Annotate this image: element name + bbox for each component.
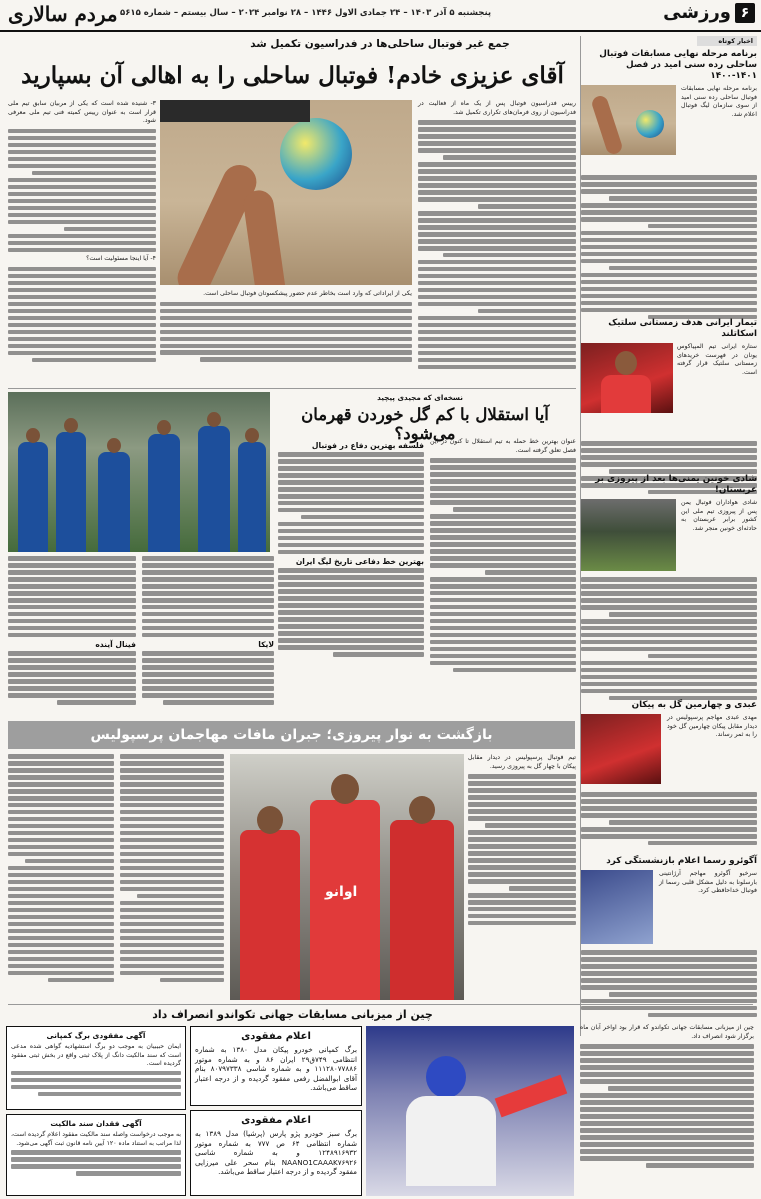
aguero-portrait-photo	[581, 870, 653, 944]
section3-col-2	[120, 754, 224, 982]
stadium-crowd-photo	[581, 499, 676, 571]
story-body: سرخیو آگوئرو مهاجم آرژانتینی بارسلونا به دلیل مشکل قلبی رسما از فوتبال خداحافظی کرد.	[659, 870, 757, 895]
ball-icon	[636, 110, 664, 138]
section-title: ورزشی	[663, 2, 731, 23]
lost-notice-1: اعلام مفقودی برگ کمپانی خودرو پیکان مدل ۱۳۸۰ به شماره انتظامی ۷۴۹ق۲۹ ایران ۸۶ و به شماره موتور ۱۱۱۲۸۰۷۷۸۸۶ و به شماره شاسی ۸۰۷۹۷۳۳۸ بنام آقای ابوالفضل رفعی مفقود گردیده و از درجه اعتبار ساقط می‌باشد.	[190, 1026, 362, 1106]
leg-shape	[590, 94, 624, 155]
sidebar-story-1[interactable]	[581, 36, 757, 319]
main-headline[interactable]: آقای عزیزی خادم! فوتبال ساحلی را به اهالی آن بسپارید	[21, 62, 564, 89]
section2-col-4: فینال آینده	[8, 556, 136, 705]
issue-date: پنجشنبه ۵ آذر ۱۴۰۳ – ۲۴ جمادی الاول ۱۴۴۶ – ۲۸ نوامبر ۲۰۲۴ – سال بیستم – شماره ۵۶۱۵	[120, 8, 492, 18]
lost-notice-2: اعلام مفقودی برگ سبز خودرو پژو پارس (پرشیا) مدل ۱۳۸۹ به شماره انتظامی ۶۴ ص ۷۷۷ به شماره موتور ۱۲۴۸۹۱۶۹۳۲ و به شماره شاسی NAANO1CAAAK۷۶۹۲۶ بنام سحر علی میرزایی مفقود گردیده و از درجه اعتبار ساقط می‌باشد.	[190, 1110, 362, 1196]
story-title[interactable]: شادی خونین یمنی‌ها بعد از پیروزی بر عربستان!	[595, 474, 757, 495]
player-portrait-photo	[581, 343, 673, 413]
sidebar-news	[581, 36, 757, 1036]
taekwondo-photo	[366, 1026, 574, 1196]
section3-col-3	[8, 754, 114, 982]
story-text-lines	[581, 175, 757, 319]
column-divider	[580, 36, 581, 1036]
main-kicker: جمع غیر فوتبال ساحلی‌ها در فدراسیون تکمیل شد	[250, 38, 510, 50]
story-title[interactable]: آگوئرو رسما اعلام بازنشستگی کرد	[606, 856, 757, 866]
esteghlal-team-photo	[8, 392, 270, 552]
story-title[interactable]: عبدی و چهارمین گل به پیکان	[631, 700, 757, 710]
ball-icon	[280, 118, 352, 190]
story-body: شادی هواداران فوتبال یمن پس از پیروزی تیم ملی این کشور برابر عربستان به حادثه‌ای خونین منجر شد.	[681, 499, 757, 532]
persepolis-players-photo	[230, 754, 464, 1000]
story-body: برنامه مرحله نهایی مسابقات فوتبال ساحلی رده سنی امید از سوی سازمان لیگ فوتبال اعلام شد.	[681, 85, 757, 118]
player-celebration-photo	[581, 714, 661, 784]
newspaper-logo: مردم سالاری	[8, 2, 118, 26]
section3-col-1: تیم فوتبال پرسپولیس در دیدار مقابل پیکان با چهار گل به پیروزی رسید.	[468, 754, 576, 925]
masthead	[0, 0, 761, 32]
main-col-right	[418, 100, 576, 369]
section2-col-2: فلسفه بهترین دفاع در فوتبال بهترین خط دفاعی تاریخ لیگ ایران	[278, 438, 424, 657]
legal-notice-2: آگهی فقدان سند مالکیت به موجب درخواست واصله سند مالکیت مفقود اعلام گردیده است، لذا مراتب به استناد ماده ۱۲۰ آیین نامه قانون ثبت آگهی می‌شود.	[6, 1114, 186, 1196]
story-body: ستاره ایرانی تیم المپیاکوس یونان در فهرست خریدهای زمستانی سلتیک قرار گرفته است.	[677, 343, 757, 376]
sidebar-story-2[interactable]	[581, 318, 757, 494]
question-1: ۳- شنیده شده است که یکی از مربیان سابق تیم ملی قرار است به عنوان رییس کمیته فنی تیم ملی معرفی شود.	[8, 100, 156, 125]
section2-col-3: لایکا	[142, 556, 274, 705]
news-tag: اخبار کوتاه	[697, 36, 757, 46]
taekwondo-col: چین از میزبانی مسابقات جهانی تکواندو که قرار بود اواخر آبان ماه برگزار شود انصراف داد.	[580, 1024, 754, 1168]
story-title[interactable]: برنامه مرحله نهایی مسابقات فوتبال ساحلی رده سنی امید در فصل ۱۴۰۱-۱۴۰۰	[599, 49, 757, 81]
page-number: ۶	[735, 3, 755, 23]
sidebar-story-3[interactable]	[581, 474, 757, 700]
section2-col-1: عنوان بهترین خط حمله به تیم استقلال تا کنون در این فصل تعلق گرفته است.	[430, 438, 576, 672]
section2-headline[interactable]: آیا استقلال با کم گل خوردن قهرمان می‌شود؟	[301, 405, 549, 443]
legal-notice-1: آگهی مفقودی برگ کمپانی ایمان حبیبیان به موجب دو برگ استشهادیه گواهی شده مدعی است که سند مالکیت دانگ از پلاک ثبتی واقع در بخش ثبتی مفقود گردیده است.	[6, 1026, 186, 1110]
question-2: ۴- آیا اینجا مسئولیت است؟	[86, 255, 156, 263]
jersey-sponsor: اوانو	[325, 884, 358, 900]
taekwondo-headline[interactable]: چین از میزبانی مسابقات جهانی تکواندو انصراف داد	[152, 1008, 433, 1021]
main-lead: رییس فدراسیون فوتبال پس از یک ماه از فعالیت در فدراسیون از روی فرمان‌های تکراری تکمیل شد.	[418, 100, 576, 116]
main-photo-caption: یکی از ایراداتی که وارد است بخاطر عدم حضور پیشکسوتان فوتبال ساحلی است.	[160, 290, 412, 362]
persepolis-banner-headline[interactable]: بازگشت به نوار پیروزی؛ جبران مافات مهاجمان پرسپولیس	[8, 721, 575, 749]
beach-soccer-main-photo	[160, 100, 412, 285]
sidebar-story-5[interactable]	[581, 856, 757, 1017]
beach-soccer-photo	[581, 85, 676, 155]
section-label	[663, 2, 755, 23]
section2-kicker: نسخه‌ای که مجیدی پیچید	[377, 393, 463, 402]
sidebar-story-4[interactable]	[581, 700, 757, 845]
story-title[interactable]: تیمار ایرانی هدف زمستانی سلتیک اسکاتلند	[608, 318, 757, 339]
story-body: مهدی عبدی مهاجم پرسپولیس در دیدار مقابل پیکان چهارمین گل خود را به ثمر رساند.	[667, 714, 757, 739]
main-col-left	[8, 100, 156, 362]
